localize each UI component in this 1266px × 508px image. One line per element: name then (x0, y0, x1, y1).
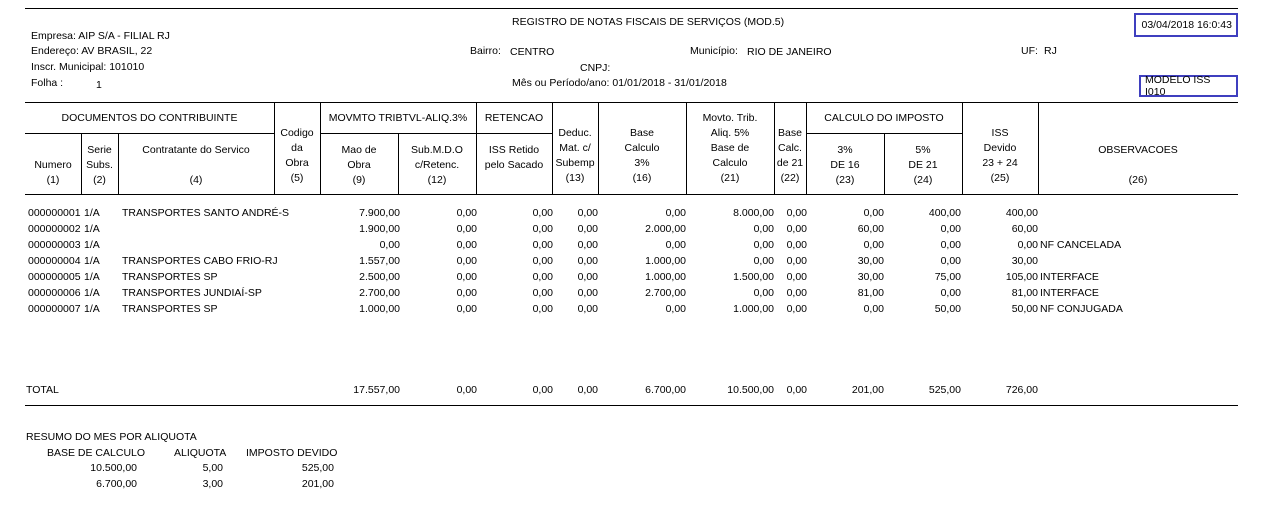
cell-serie: 1/A (84, 255, 100, 267)
cell-bc21: 0,00 (786, 255, 807, 267)
resumo-aliq: 3,00 (202, 478, 223, 490)
total-row (0, 382, 1266, 398)
col-codigo: Codigo da Obra (5) (280, 127, 314, 184)
folha-label: Folha : (31, 77, 64, 89)
cell-mov5: 0,00 (753, 223, 774, 235)
cell-mao: 0,00 (379, 239, 400, 251)
cell-mao: 2.500,00 (359, 271, 400, 283)
cell-bc21: 0,00 (786, 223, 807, 235)
cell-iss-ret: 0,00 (532, 303, 553, 315)
cell-mao: 7.900,00 (359, 207, 400, 219)
cell-p5: 75,00 (934, 271, 961, 283)
uf-label: UF: (1021, 45, 1038, 57)
col-mao: Mao de Obra (9) (341, 144, 377, 186)
total-iss: 726,00 (1005, 384, 1038, 396)
cell-p5: 0,00 (940, 287, 961, 299)
col-deduc: Deduc. Mat. c/ Subemp (13) (555, 127, 595, 184)
cell-serie: 1/A (84, 239, 100, 251)
cell-iss: 81,00 (1011, 287, 1038, 299)
cell-bc21: 0,00 (786, 303, 807, 315)
cell-p3: 0,00 (863, 239, 884, 251)
resumo-base: 6.700,00 (96, 478, 137, 490)
cell-sub: 0,00 (456, 271, 477, 283)
col-numero: Numero (1) (34, 159, 72, 186)
empresa: Empresa: AIP S/A - FILIAL RJ (31, 30, 170, 42)
col-movtrib5: Movto. Trib. Aliq. 5% Base de Calculo (21) (702, 112, 758, 184)
cell-base3: 0,00 (665, 303, 686, 315)
col-base3: Base Calculo 3% (16) (624, 127, 660, 184)
cell-iss-ret: 0,00 (532, 255, 553, 267)
cell-deduc: 0,00 (577, 207, 598, 219)
bairro-label: Bairro: (470, 45, 501, 57)
total-p5: 525,00 (928, 384, 961, 396)
cell-contratante: TRANSPORTES JUNDIAÍ-SP (122, 287, 262, 299)
total-base3: 6.700,00 (645, 384, 686, 396)
cell-iss-ret: 0,00 (532, 223, 553, 235)
inscr-municipal: Inscr. Municipal: 101010 (31, 61, 145, 73)
cell-mao: 1.000,00 (359, 303, 400, 315)
cell-contratante: TRANSPORTES SP (122, 303, 218, 315)
cell-numero: 000000007 (28, 303, 81, 315)
cell-deduc: 0,00 (577, 287, 598, 299)
col-observacoes: OBSERVACOES (26) (1098, 144, 1178, 186)
total-sub: 0,00 (456, 384, 477, 396)
header-top-rule (25, 102, 1238, 103)
resumo-imp: 201,00 (301, 478, 334, 490)
folha-value: 1 (96, 79, 102, 91)
cell-p3: 30,00 (857, 271, 884, 283)
cell-mov5: 0,00 (753, 239, 774, 251)
cell-sub: 0,00 (456, 207, 477, 219)
total-bc21: 0,00 (786, 384, 807, 396)
cell-obs: NF CONJUGADA (1040, 303, 1123, 315)
cell-contratante: TRANSPORTES CABO FRIO-RJ (122, 255, 278, 267)
cell-deduc: 0,00 (577, 223, 598, 235)
cell-deduc: 0,00 (577, 303, 598, 315)
report-datetime (1134, 13, 1238, 37)
cell-p3: 60,00 (857, 223, 884, 235)
bairro-value: CENTRO (510, 46, 555, 58)
cell-p5: 0,00 (940, 223, 961, 235)
cell-sub: 0,00 (456, 287, 477, 299)
cell-mov5: 0,00 (753, 255, 774, 267)
cell-sub: 0,00 (456, 239, 477, 251)
cell-deduc: 0,00 (577, 239, 598, 251)
cell-iss: 105,00 (1005, 271, 1038, 283)
cell-sub: 0,00 (456, 223, 477, 235)
col-submdo: Sub.M.D.O c/Retenc. (12) (411, 144, 463, 186)
cell-p5: 400,00 (928, 207, 961, 219)
cell-mov5: 1.000,00 (733, 303, 774, 315)
cell-iss: 400,00 (1005, 207, 1038, 219)
cell-mov5: 8.000,00 (733, 207, 774, 219)
resumo-title: RESUMO DO MES POR ALIQUOTA (26, 431, 197, 443)
header-documentos: DOCUMENTOS DO CONTRIBUINTE (61, 112, 238, 124)
cell-serie: 1/A (84, 207, 100, 219)
cell-p3: 0,00 (863, 303, 884, 315)
cell-bc21: 0,00 (786, 207, 807, 219)
cell-numero: 000000003 (28, 239, 81, 251)
col-contratante: Contratante do Servico (4) (142, 144, 250, 186)
header-retencao: RETENCAO (484, 112, 544, 124)
cell-contratante: TRANSPORTES SP (122, 271, 218, 283)
total-mov5: 10.500,00 (727, 384, 774, 396)
col-basecalc21: Base Calc. de 21 (22) (776, 127, 804, 184)
modelo-text: MODELO ISS I010 (1145, 74, 1211, 98)
cell-iss-ret: 0,00 (532, 271, 553, 283)
group-rule-docs (25, 133, 274, 134)
cell-bc21: 0,00 (786, 239, 807, 251)
cell-iss-ret: 0,00 (532, 239, 553, 251)
total-iss-ret: 0,00 (532, 384, 553, 396)
cell-iss: 30,00 (1011, 255, 1038, 267)
total-mao: 17.557,00 (353, 384, 400, 396)
datetime-text: 03/04/2018 16:0:43 (1141, 19, 1232, 31)
municipio-label: Município: (690, 45, 738, 57)
cell-deduc: 0,00 (577, 255, 598, 267)
resumo-row (0, 476, 1266, 492)
cell-serie: 1/A (84, 271, 100, 283)
cell-numero: 000000004 (28, 255, 81, 267)
endereco: Endereço: AV BRASIL, 22 (31, 45, 153, 57)
periodo: Mês ou Período/ano: 01/01/2018 - 31/01/2018 (512, 77, 727, 89)
header-movmto: MOVMTO TRIBTVL-ALIQ.3% (328, 112, 468, 124)
cell-serie: 1/A (84, 223, 100, 235)
resumo-col-base: BASE DE CALCULO (47, 447, 146, 459)
cell-iss-ret: 0,00 (532, 287, 553, 299)
cell-contratante: TRANSPORTES SANTO ANDRÉ-S (122, 207, 290, 219)
cell-serie: 1/A (84, 303, 100, 315)
table-row (0, 269, 1266, 285)
cnpj-label: CNPJ: (580, 62, 611, 74)
cell-mov5: 0,00 (753, 287, 774, 299)
resumo-aliq: 5,00 (202, 462, 223, 474)
header-calculo: CALCULO DO IMPOSTO (824, 112, 944, 124)
cell-p3: 0,00 (863, 207, 884, 219)
col-p3: 3% DE 16 (23) (830, 144, 860, 186)
col-issdevido: ISS Devido 23 + 24 (25) (982, 127, 1018, 184)
cell-numero: 000000002 (28, 223, 81, 235)
cell-iss: 0,00 (1017, 239, 1038, 251)
cell-base3: 0,00 (665, 207, 686, 219)
table-row (0, 301, 1266, 317)
total-deduc: 0,00 (577, 384, 598, 396)
resumo-row (0, 460, 1266, 476)
cell-bc21: 0,00 (786, 271, 807, 283)
cell-base3: 1.000,00 (645, 271, 686, 283)
resumo-base: 10.500,00 (90, 462, 137, 474)
cell-mao: 2.700,00 (359, 287, 400, 299)
table-row (0, 285, 1266, 301)
resumo-imp: 525,00 (301, 462, 334, 474)
table-row (0, 237, 1266, 253)
cell-numero: 000000001 (28, 207, 81, 219)
cell-numero: 000000006 (28, 287, 81, 299)
cell-mov5: 1.500,00 (733, 271, 774, 283)
total-bottom-rule (25, 405, 1238, 406)
cell-sub: 0,00 (456, 303, 477, 315)
cell-p5: 50,00 (934, 303, 961, 315)
report-title: REGISTRO DE NOTAS FISCAIS DE SERVIÇOS (MOD.5) (512, 16, 785, 28)
cell-obs: INTERFACE (1040, 287, 1099, 299)
cell-base3: 2.700,00 (645, 287, 686, 299)
cell-bc21: 0,00 (786, 287, 807, 299)
cell-p3: 30,00 (857, 255, 884, 267)
cell-numero: 000000005 (28, 271, 81, 283)
cell-p5: 0,00 (940, 239, 961, 251)
cell-iss-ret: 0,00 (532, 207, 553, 219)
resumo-col-imp: IMPOSTO DEVIDO (246, 447, 338, 459)
col-p5: 5% DE 21 (24) (908, 144, 938, 186)
cell-p5: 0,00 (940, 255, 961, 267)
cell-base3: 1.000,00 (645, 255, 686, 267)
municipio-value: RIO DE JANEIRO (747, 46, 832, 58)
group-rule-retencao (476, 133, 552, 134)
table-row (0, 205, 1266, 221)
resumo-col-aliq: ALIQUOTA (174, 447, 227, 459)
cell-obs: NF CANCELADA (1040, 239, 1122, 251)
cell-iss: 50,00 (1011, 303, 1038, 315)
cell-mao: 1.900,00 (359, 223, 400, 235)
cell-obs: INTERFACE (1040, 271, 1099, 283)
col-issretido: ISS Retido pelo Sacado (484, 144, 544, 171)
cell-base3: 2.000,00 (645, 223, 686, 235)
table-row (0, 253, 1266, 269)
cell-deduc: 0,00 (577, 271, 598, 283)
cell-base3: 0,00 (665, 239, 686, 251)
table-row (0, 221, 1266, 237)
cell-mao: 1.557,00 (359, 255, 400, 267)
total-label: TOTAL (26, 384, 59, 396)
cell-p3: 81,00 (857, 287, 884, 299)
cell-iss: 60,00 (1011, 223, 1038, 235)
header-bottom-rule (25, 194, 1238, 195)
modelo-badge (1139, 75, 1238, 97)
total-p3: 201,00 (851, 384, 884, 396)
col-serie: Serie Subs. (2) (86, 144, 113, 186)
uf-value: RJ (1044, 45, 1057, 57)
top-rule (25, 8, 1238, 9)
cell-sub: 0,00 (456, 255, 477, 267)
cell-serie: 1/A (84, 287, 100, 299)
